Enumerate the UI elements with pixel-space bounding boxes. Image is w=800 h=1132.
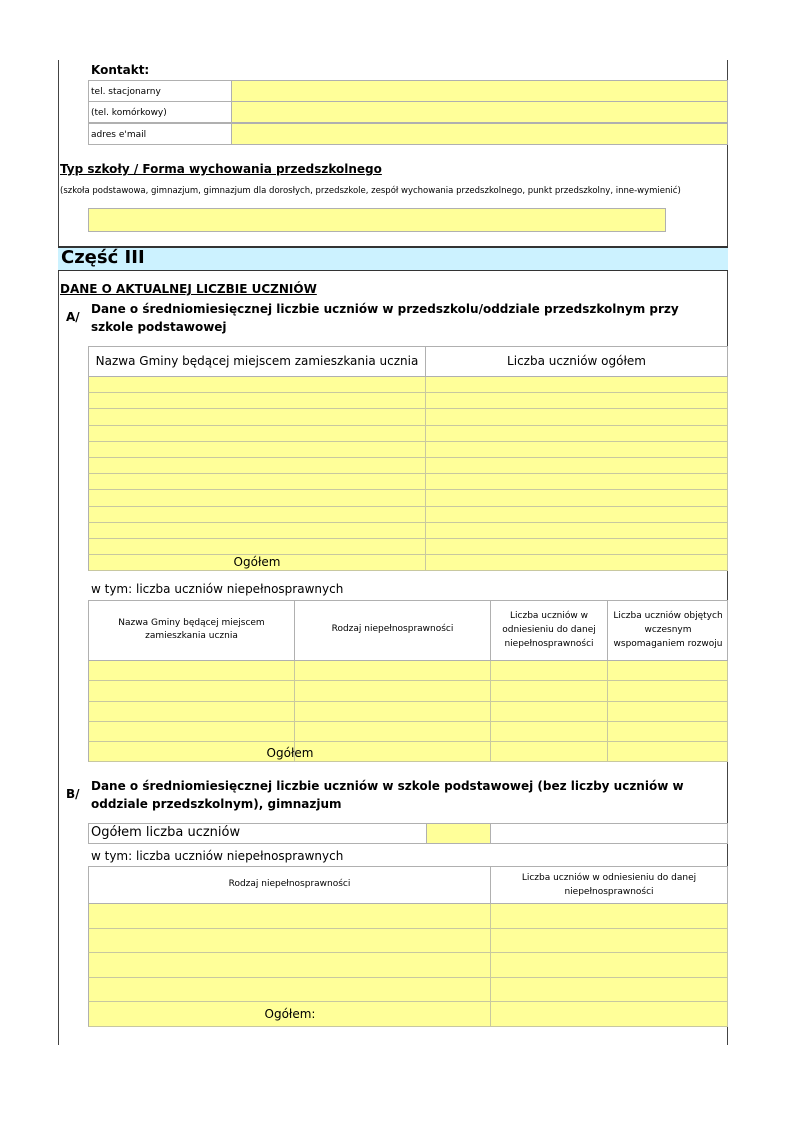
table1-cell-r8-c1[interactable] (88, 490, 426, 506)
table1-total-label: Ogółem (233, 555, 281, 569)
table2-cell-r2-c4[interactable] (608, 681, 728, 701)
table1-cell-r9-c1[interactable] (88, 507, 426, 523)
table2-col4-label: Liczba uczniów objętych wczesnym wspomaganiem rozwoju (613, 611, 723, 649)
table2-cell-r3-c3[interactable] (491, 702, 608, 722)
school-type-hint: (szkoła podstawowa, gimnazjum, gimnazjum dla dorosłych, przedszkole, zespół wychowania przedszkolnego, punkt przedszkolny, inne-wymienić) (60, 186, 681, 196)
table1-cell-r2-c1[interactable] (88, 393, 426, 409)
table1-cell-r7-c2[interactable] (426, 474, 728, 490)
table2-cell-r5-c3[interactable] (491, 742, 608, 762)
table1-cell-r7-c1[interactable] (88, 474, 426, 490)
table1-cell-r1-c2[interactable] (426, 377, 728, 393)
table3-total-label: Ogółem: (264, 1007, 316, 1021)
table2-cell-r3-c4[interactable] (608, 702, 728, 722)
table2-cell-r2-c2[interactable] (295, 681, 491, 701)
table2-total-label: Ogółem (266, 746, 314, 760)
table2-col2-label: Rodzaj niepełnosprawności (331, 624, 454, 634)
table2-cell-r1-c1[interactable] (88, 661, 295, 681)
table1-cell-r6-c1[interactable] (88, 458, 426, 474)
table1-cell-r5-c1[interactable] (88, 442, 426, 458)
table2-cell-r4-c1[interactable] (88, 722, 295, 742)
email-label: adres e'mail (91, 130, 147, 140)
section-b-marker: B/ (66, 787, 80, 801)
table1-cell-r1-c1[interactable] (88, 377, 426, 393)
table3-cell-r1-c2[interactable] (491, 904, 728, 929)
part-header (58, 246, 728, 271)
table3-col2-label: Liczba uczniów w odniesieniu do danej niepełnosprawności (521, 873, 697, 897)
table3-cell-r3-c1[interactable] (88, 953, 491, 978)
mobile-label: (tel. komórkowy) (91, 108, 167, 118)
table1-cell-r4-c1[interactable] (88, 426, 426, 442)
table3-col1-label: Rodzaj niepełnosprawności (228, 879, 351, 889)
table2-cell-r4-c4[interactable] (608, 722, 728, 742)
section-a-title: Dane o średniomiesięcznej liczbie uczniów w przedszkolu/oddziale przedszkolnym przy szkole podstawowej (91, 302, 679, 334)
table2-cell-r2-c3[interactable] (491, 681, 608, 701)
table3-cell-r2-c1[interactable] (88, 929, 491, 954)
table1-cell-r2-c2[interactable] (426, 393, 728, 409)
landline-phone-field[interactable] (231, 80, 728, 102)
school-type-field[interactable] (88, 208, 666, 232)
table1-cell-r6-c2[interactable] (426, 458, 728, 474)
table1-cell-r4-c2[interactable] (426, 426, 728, 442)
table3-cell-r4-c2[interactable] (491, 978, 728, 1003)
table2-cell-r1-c2[interactable] (295, 661, 491, 681)
mobile-phone-field[interactable] (231, 101, 728, 123)
school-type-title: Typ szkoły / Forma wychowania przedszkolnego (60, 162, 382, 176)
table2-cell-r3-c2[interactable] (295, 702, 491, 722)
table3-cell-r5-c2[interactable] (491, 1002, 728, 1027)
table2-cell-r1-c4[interactable] (608, 661, 728, 681)
current-students-header: DANE O AKTUALNEJ LICZBIE UCZNIÓW (60, 282, 317, 296)
part-title: Część III (61, 247, 145, 268)
table1-cell-r5-c2[interactable] (426, 442, 728, 458)
table1-cell-r11-c1[interactable] (88, 539, 426, 555)
table2-cell-r4-c3[interactable] (491, 722, 608, 742)
table2-col1-label: Nazwa Gminy będącej miejscem zamieszkania ucznia (118, 618, 265, 641)
table3-cell-r4-c1[interactable] (88, 978, 491, 1003)
table1-col1-label: Nazwa Gminy będącej miejscem zamieszkania ucznia (95, 354, 419, 368)
table3-cell-r1-c1[interactable] (88, 904, 491, 929)
table2-cell-r4-c2[interactable] (295, 722, 491, 742)
contact-title: Kontakt: (91, 63, 150, 77)
table1-col2-label: Liczba uczniów ogółem (507, 354, 646, 368)
table2-cell-r1-c3[interactable] (491, 661, 608, 681)
table2-col3-label: Liczba uczniów w odniesieniu do danej niepełnosprawności (502, 611, 596, 649)
table3-cell-r2-c2[interactable] (491, 929, 728, 954)
section-b-disabled-label: w tym: liczba uczniów niepełnosprawnych (91, 849, 344, 863)
landline-label: tel. stacjonarny (91, 87, 161, 97)
table1-cell-r3-c2[interactable] (426, 409, 728, 425)
table2-cell-r2-c1[interactable] (88, 681, 295, 701)
section-b-title: Dane o średniomiesięcznej liczbie uczniów w szkole podstawowej (bez liczby uczniów w oddziale przedszkolnym), gimnazjum (91, 779, 684, 811)
section-a-disabled-label: w tym: liczba uczniów niepełnosprawnych (91, 582, 344, 596)
table2-cell-r3-c1[interactable] (88, 702, 295, 722)
table3-cell-r3-c2[interactable] (491, 953, 728, 978)
left-frame-line (58, 60, 59, 1045)
total-students-field[interactable] (426, 823, 491, 844)
table1-cell-r10-c2[interactable] (426, 523, 728, 539)
table1-cell-r9-c2[interactable] (426, 507, 728, 523)
email-field[interactable] (231, 123, 728, 145)
table1-cell-r12-c2[interactable] (426, 555, 728, 571)
table1-cell-r8-c2[interactable] (426, 490, 728, 506)
total-students-label: Ogółem liczba uczniów (91, 825, 241, 840)
table1-cell-r11-c2[interactable] (426, 539, 728, 555)
table2-cell-r5-c4[interactable] (608, 742, 728, 762)
table1-cell-r3-c1[interactable] (88, 409, 426, 425)
table1-cell-r10-c1[interactable] (88, 523, 426, 539)
section-a-marker: A/ (66, 310, 80, 324)
